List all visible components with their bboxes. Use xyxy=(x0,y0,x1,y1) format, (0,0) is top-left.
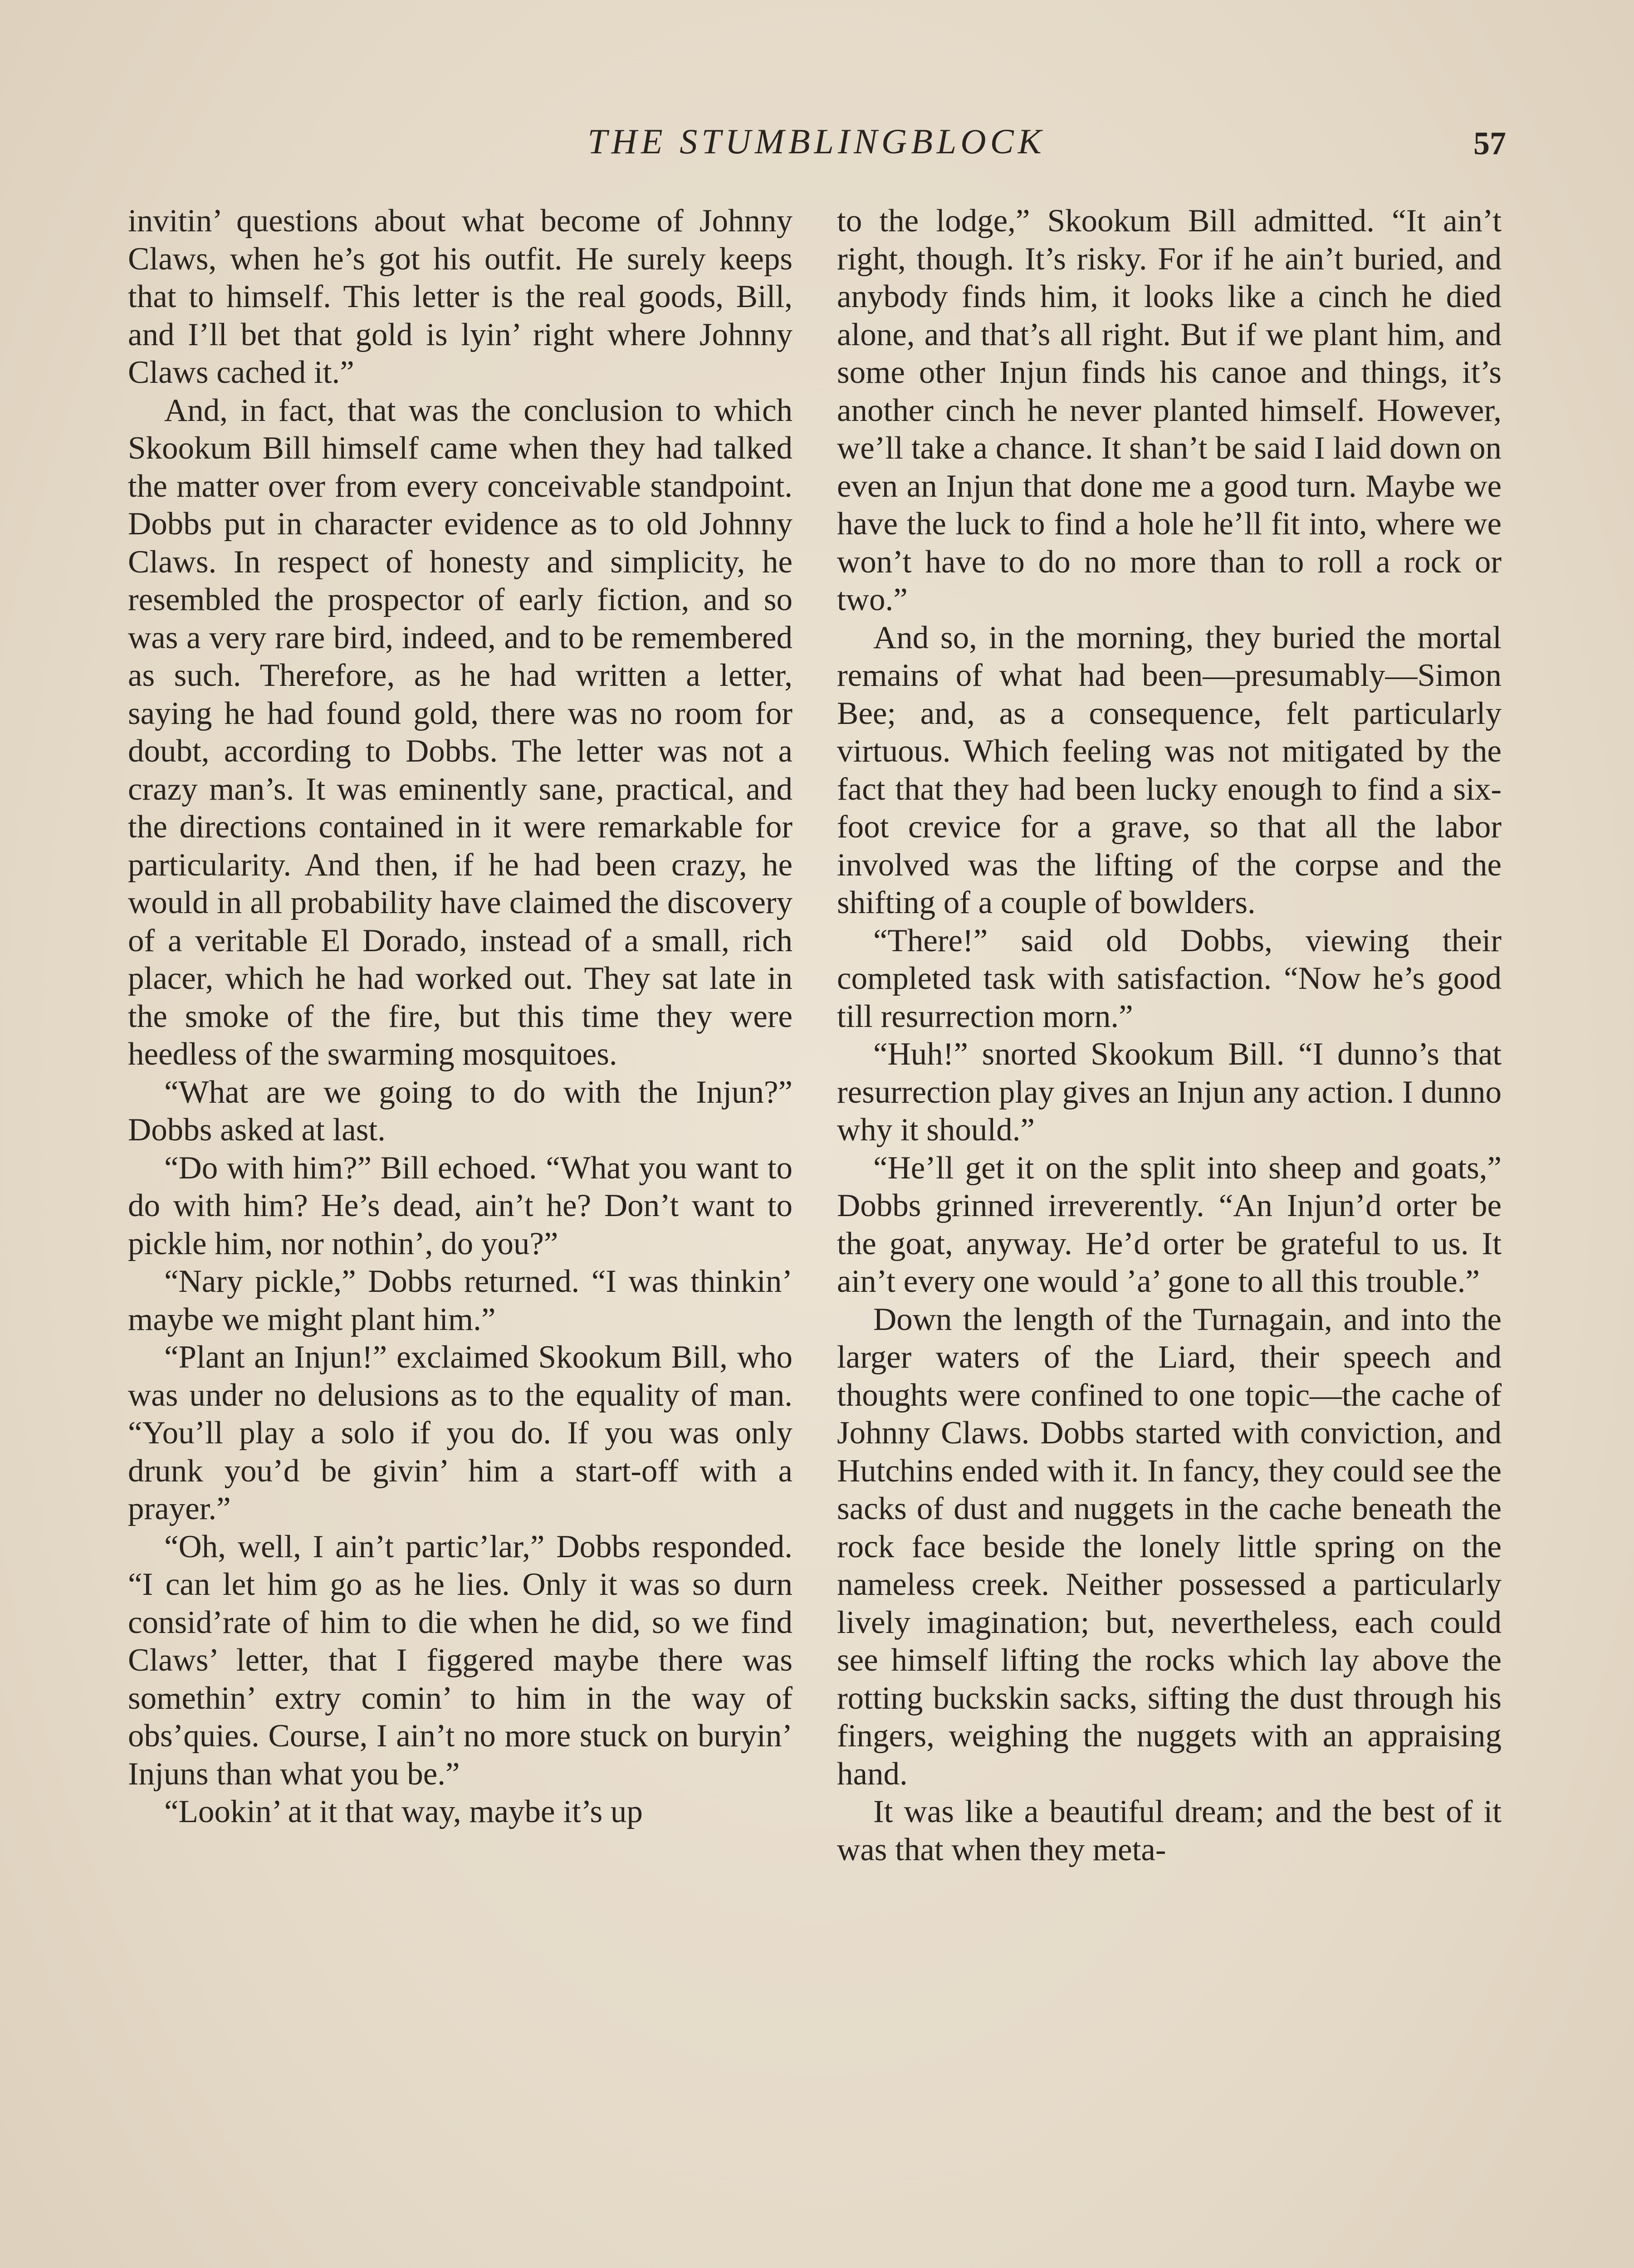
paragraph: “Nary pickle,” Dobbs returned. “I was thinkin’ maybe we might plant him.” xyxy=(128,1264,793,1337)
paragraph: And so, in the morning, they buried the mortal remains of what had been—presumably—Simon Bee; and, as a consequence, felt particularly virtuous. Which feeling was not mitigated by the fact that they had been lucky enough to find a six-foot crevice for a grave, so that all the labor involved was the lifting of the corpse and the shifting of a couple of bowlders. xyxy=(837,620,1502,920)
right-column xyxy=(837,202,1502,1869)
paragraph: “Plant an Injun!” exclaimed Skookum Bill, who was under no delusions as to the equality of man. “You’ll play a solo if you do. If you was only drunk you’d be givin’ him a start-off with a prayer.” xyxy=(128,1339,793,1526)
paragraph: Down the length of the Turnagain, and into the larger waters of the Liard, their speech and thoughts were confined to one topic—the cache of Johnny Claws. Dobbs started with conviction, and Hutchins ended with it. In fancy, they could see the sacks of dust and nuggets in the cache beneath the rock face beside the lonely little spring on the nameless creek. Neither possessed a particularly lively imagination; but, nevertheless, each could see himself lifting the rocks which lay above the rotting buckskin sacks, sifting the dust through his fingers, weighing the nuggets with an appraising hand. xyxy=(837,1301,1502,1792)
running-head xyxy=(127,119,1506,169)
paragraph: And, in fact, that was the conclusion to which Skookum Bill himself came when they had talked the matter over from every conceivable standpoint. Dobbs put in character evidence as to old Johnny Claws. In respect of honesty and simplicity, he resembled the prospector of early fiction, and so was a very rare bird, indeed, and to be remembered as such. Therefore, as he had written a letter, saying he had found gold, there was no room for doubt, according to Dobbs. The letter was not a crazy man’s. It was eminently sane, practical, and the directions contained in it were remarkable for particularity. And then, if he had been crazy, he would in all probability have claimed the discovery of a veritable El Dorado, instead of a small, rich placer, which he had worked out. They sat late in the smoke of the fire, but this time they were heedless of the swarming mosquitoes. xyxy=(128,392,793,1072)
paragraph: “Huh!” snorted Skookum Bill. “I dunno’s that resurrection play gives an Injun any action. I dunno why it should.” xyxy=(837,1036,1502,1148)
paragraph: “Oh, well, I ain’t partic’lar,” Dobbs responded. “I can let him go as he lies. Only it was so durn consid’rate of him to die when he did, so we find Claws’ letter, that I figgered maybe there was somethin’ extry comin’ to him in the way of obs’quies. Course, I ain’t no more stuck on buryin’ Injuns than what you be.” xyxy=(128,1529,793,1792)
paragraph: “Do with him?” Bill echoed. “What you want to do with him? He’s dead, ain’t he? Don’t want to pickle him, nor nothin’, do you?” xyxy=(128,1150,793,1261)
paragraph: “What are we going to do with the Injun?” Dobbs asked at last. xyxy=(128,1074,793,1148)
paragraph: It was like a beautiful dream; and the best of it was that when they meta- xyxy=(837,1794,1502,1867)
paragraph: “There!” said old Dobbs, viewing their completed task with satisfaction. “Now he’s good till resurrection morn.” xyxy=(837,923,1502,1034)
paragraph: “Lookin’ at it that way, maybe it’s up xyxy=(164,1794,643,1829)
paragraph: invitin’ questions about what become of Johnny Claws, when he’s got his outfit. He surely keeps that to himself. This letter is the real goods, Bill, and I’ll bet that gold is lyin’ right where Johnny Claws cached it.” xyxy=(128,203,793,390)
left-column xyxy=(128,202,793,1831)
running-title: THE STUMBLINGBLOCK xyxy=(587,122,1046,161)
paragraph: to the lodge,” Skookum Bill admitted. “It ain’t right, though. It’s risky. For if he ain’t buried, and anybody finds him, it looks like a cinch he died alone, and that’s all right. But if we plant him, and some other Injun finds his canoe and things, it’s another cinch he never planted himself. However, we’ll take a chance. It shan’t be said I laid down on even an Injun that done me a good turn. Maybe we have the luck to find a hole he’ll fit into, where we won’t have to do no more than to roll a rock or two.” xyxy=(837,203,1502,617)
paragraph: “He’ll get it on the split into sheep and goats,” Dobbs grinned irreverently. “An Injun’d orter be the goat, anyway. He’d orter be grateful to us. It ain’t every one would ’a’ gone to all this trouble.” xyxy=(837,1150,1502,1299)
page-number: 57 xyxy=(1473,125,1506,161)
